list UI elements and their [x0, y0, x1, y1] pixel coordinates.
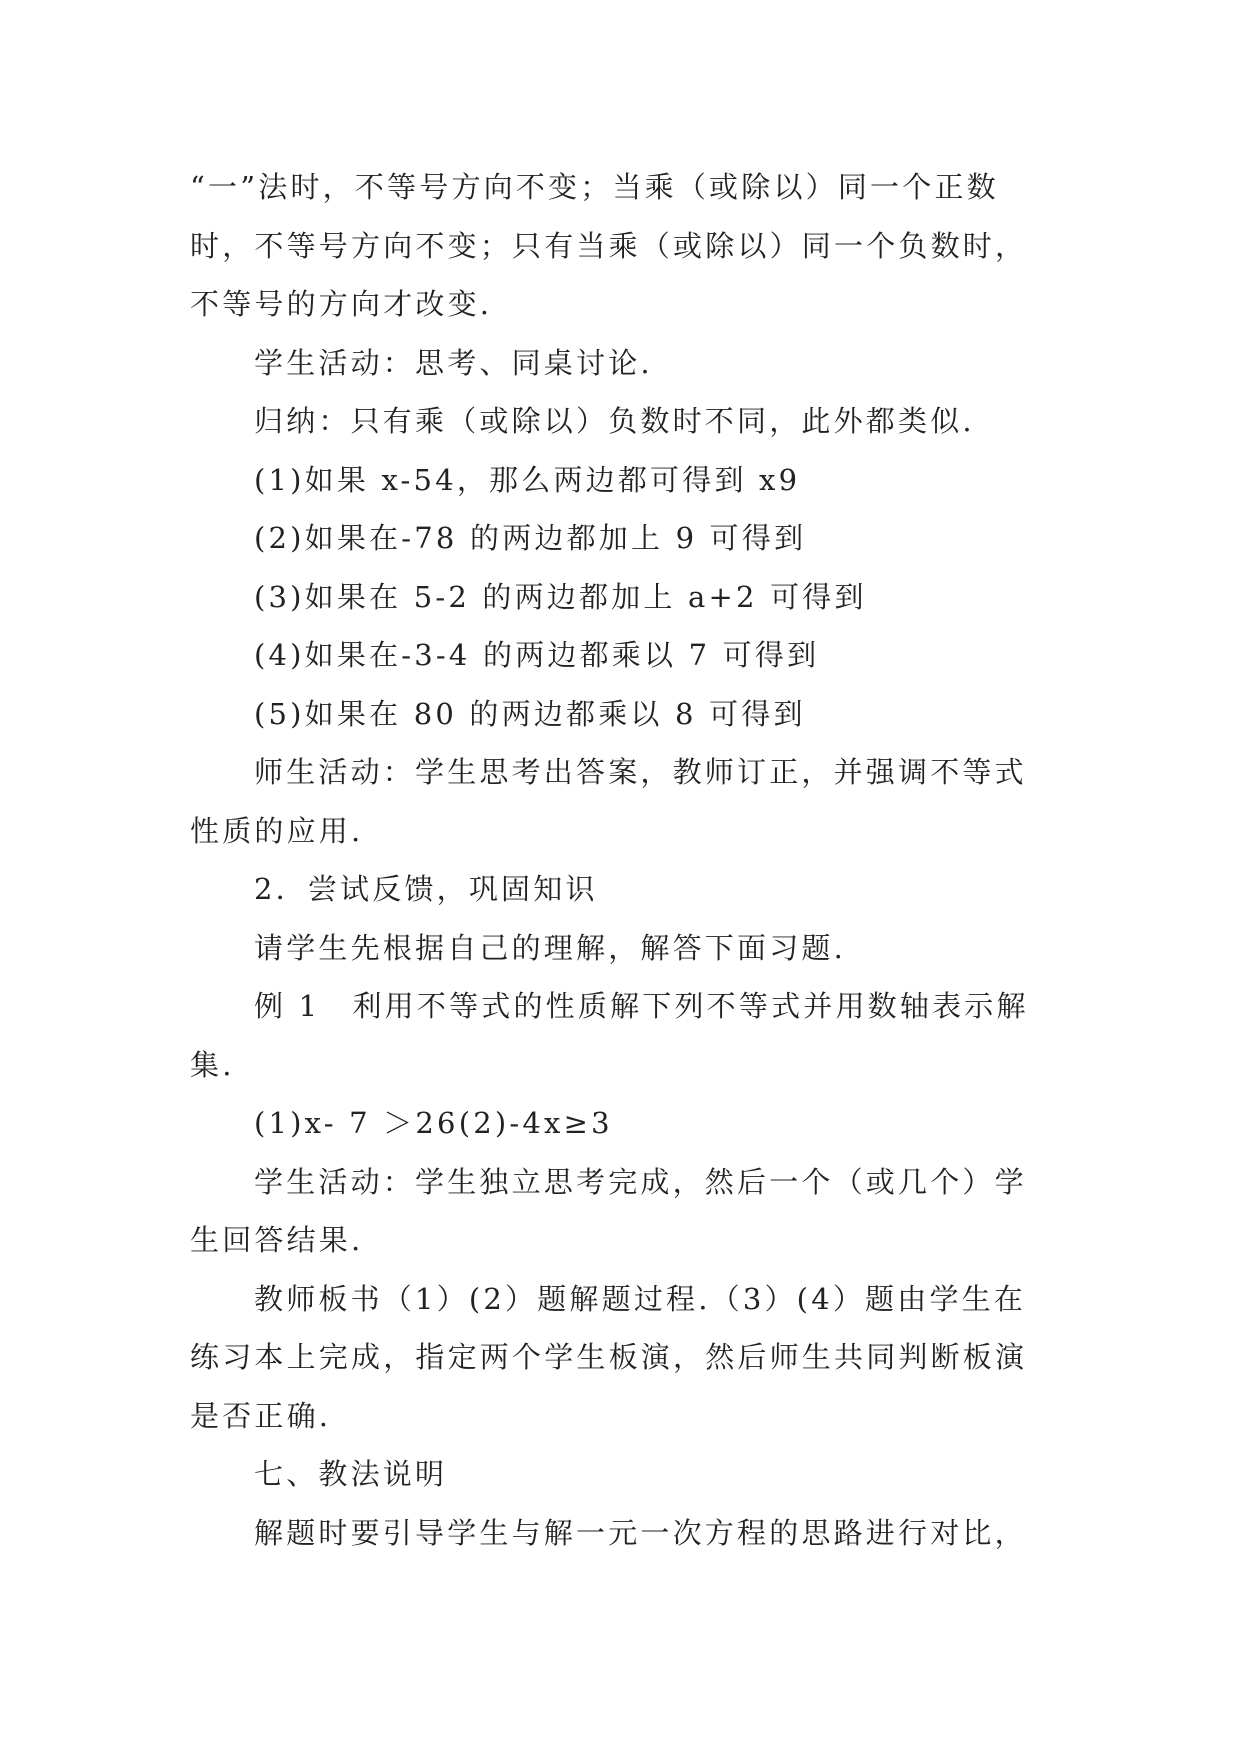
paragraph-student-activity-discussion: 学生活动：思考、同桌讨论. — [254, 345, 653, 380]
paragraph-teaching-method: 解题时要引导学生与解一元一次方程的思路进行对比， — [254, 1515, 1027, 1550]
exercise-item-3: (3)如果在 5-2 的两边都加上 a+2 可得到 — [254, 579, 867, 614]
exercise-item-4: (4)如果在-3-4 的两边都乘以 7 可得到 — [254, 638, 820, 672]
exercise-item-1: (1)如果 x-54，那么两边都可得到 x9 — [254, 462, 801, 497]
exercise-item-5: (5)如果在 80 的两边都乘以 8 可得到 — [254, 696, 806, 731]
paragraph-student-activity-independent: 学生活动：学生独立思考完成，然后一个（或几个）学生回答结果. — [190, 1164, 1027, 1257]
paragraph-continuation: “一”法时，不等号方向不变；当乘（或除以）同一个正数时，不等号方向不变；只有当乘（或除以）同一个负数时，不等号的方向才改变. — [190, 170, 1028, 321]
section-heading-teaching-method: 七、教法说明 — [254, 1457, 448, 1491]
paragraph-summary: 归纳：只有乘（或除以）负数时不同，此外都类似. — [254, 404, 975, 438]
example-1-inequalities: (1)x- 7 ＞26(2)-4x≥3 — [254, 1106, 613, 1140]
paragraph-teacher-student-activity: 师生活动：学生思考出答案，教师订正，并强调不等式性质的应用. — [190, 755, 1027, 848]
paragraph-teacher-board: 教师板书（1）(2）题解题过程.（3）(4）题由学生在练习本上完成，指定两个学生板演，然后师生共同判断板演是否正确. — [190, 1281, 1028, 1433]
example-1-heading: 例 1 利用不等式的性质解下列不等式并用数轴表示解集. — [190, 989, 1029, 1082]
document-body — [190, 158, 1050, 1562]
exercise-item-2: (2)如果在-78 的两边都加上 9 可得到 — [254, 521, 807, 555]
paragraph-instruction: 请学生先根据自己的理解，解答下面习题. — [254, 930, 847, 965]
section-heading-feedback: 2．尝试反馈，巩固知识 — [254, 872, 598, 906]
